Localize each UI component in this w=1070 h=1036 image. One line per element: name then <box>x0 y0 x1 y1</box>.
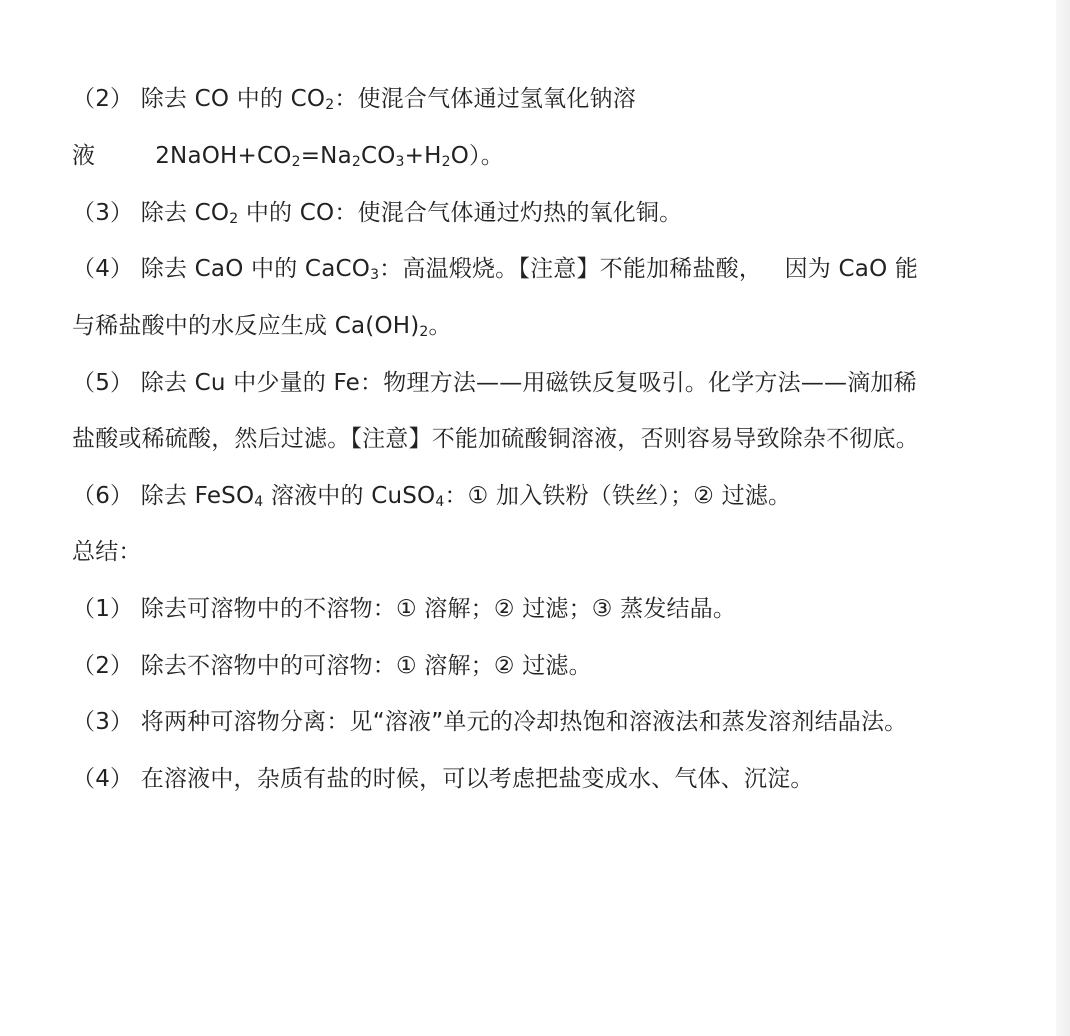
text-line-3: （3） 除去 $CO_2$ 中的 CO：使混合气体通过灼热的氧化铜。 <box>72 200 683 227</box>
text-line-11: （2） 除去不溶物中的可溶物：① 溶解；② 过滤。 <box>72 653 592 679</box>
summary-heading: 总结： <box>72 539 142 565</box>
page-edge-shade <box>1056 0 1070 1036</box>
text-line-7: 盐酸或稀硫酸，然后过滤。【注意】不能加硫酸铜溶液，否则容易导致除杂不彻底。 <box>72 426 919 452</box>
text-line-6: （5） 除去 Cu 中少量的 Fe：物理方法——用磁铁反复吸引。化学方法——滴加稀 <box>72 370 917 396</box>
text-line-4: （4） 除去 CaO 中的 CaCO$_3$：高温煅烧。【注意】不能加稀盐酸， 因为 CaO 能 <box>72 256 919 283</box>
text-line-12: （3） 将两种可溶物分离：见“溶液”单元的冷却热饱和溶液法和蒸发溶剂结晶法。 <box>72 709 908 735</box>
text-line-1: （2） 除去 CO 中的 $CO_2$：使混合气体通过氢氧化钠溶 <box>72 86 636 113</box>
text-line-10: （1） 除去可溶物中的不溶物：① 溶解；② 过滤；③ 蒸发结晶。 <box>72 596 737 622</box>
text-line-8: （6） 除去 FeSO$_4$ 溶液中的 CuSO$_4$：① 加入铁粉（铁丝）；② 过滤。 <box>72 483 792 510</box>
text-line-5: 与稀盐酸中的水反应生成 $Ca(OH)_2$。 <box>72 313 452 340</box>
text-line-13: （4） 在溶液中，杂质有盐的时候，可以考虑把盐变成水、气体、沉淀。 <box>72 766 814 792</box>
text-line-2: 液 $2NaOH+CO_2=Na_2CO_3+H_2O$）。 <box>72 143 504 170</box>
